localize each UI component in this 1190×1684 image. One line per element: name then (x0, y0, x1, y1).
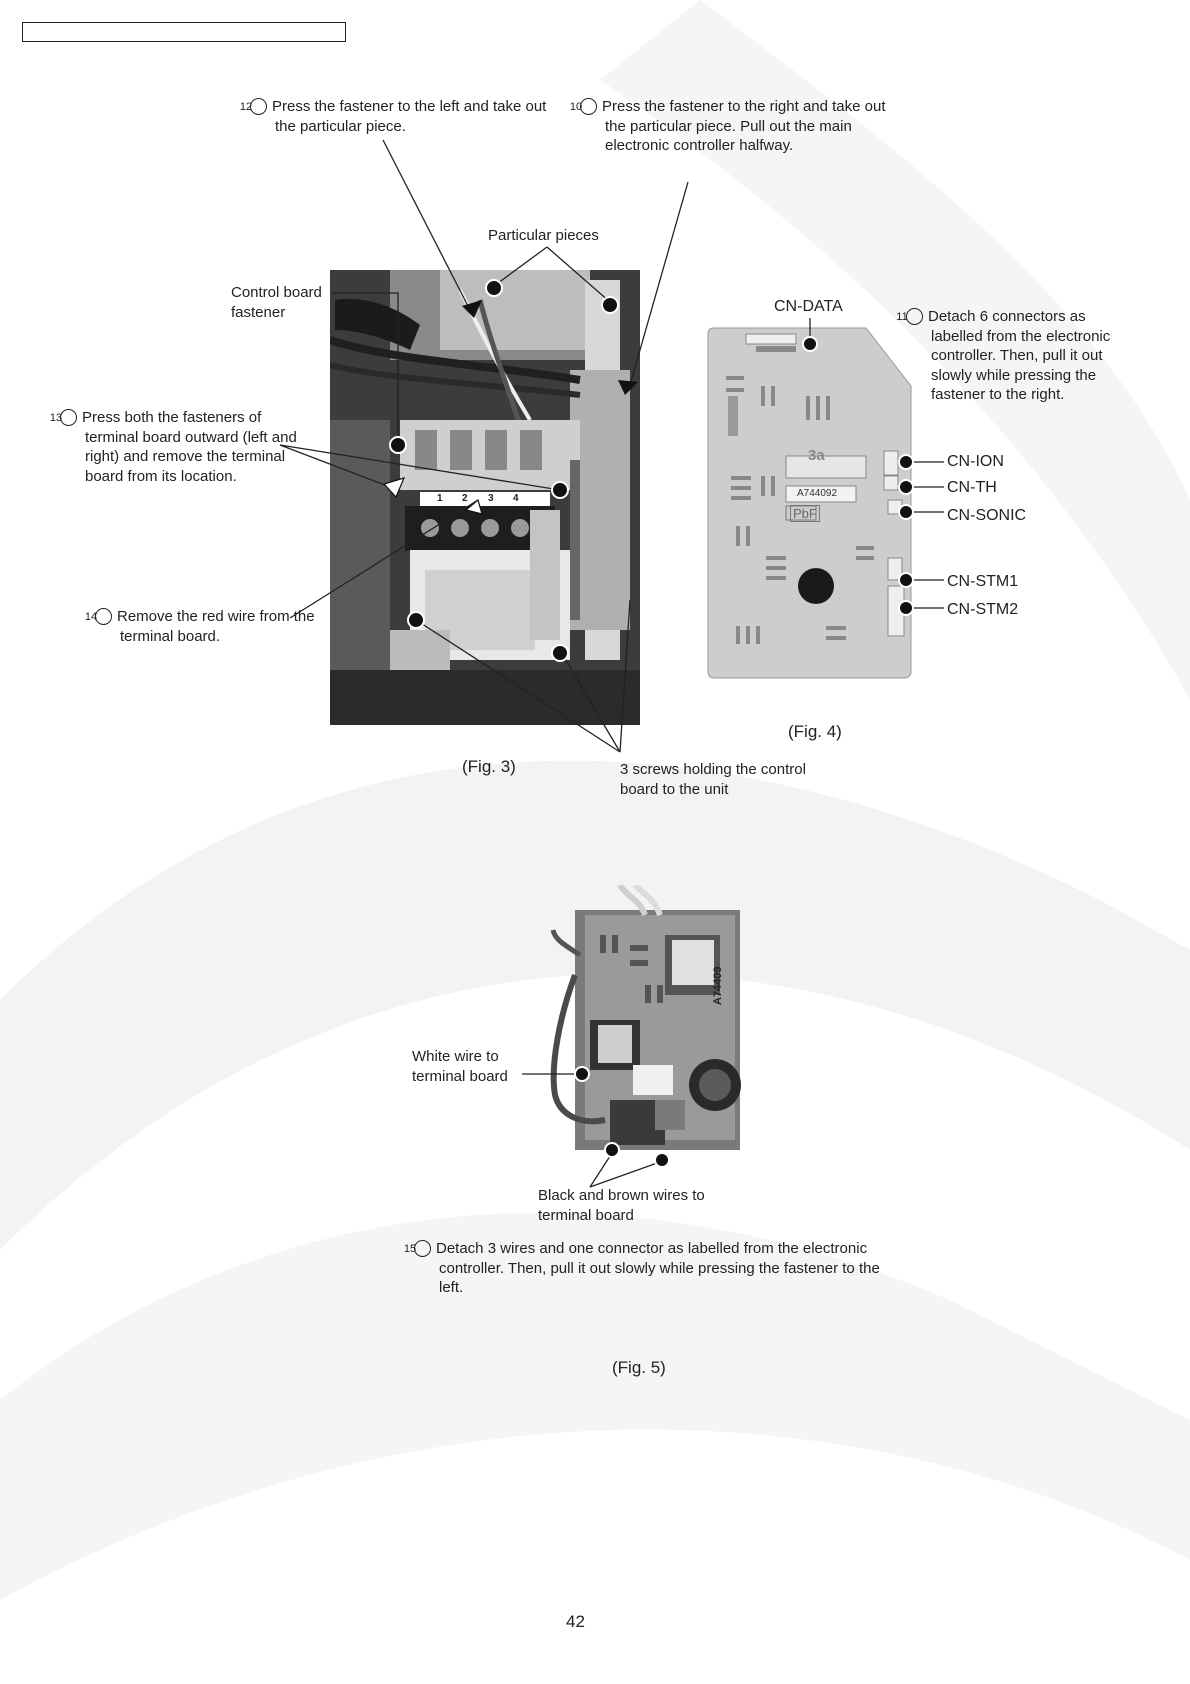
fig3-caption: (Fig. 3) (462, 757, 516, 776)
connector-label-cn-stm1: CN-STM1 (947, 573, 1019, 590)
terminal-number: 1 (437, 493, 443, 504)
terminal-number: 3 (488, 493, 494, 504)
black-brown-label: Black and brown wires to terminal board (538, 1187, 705, 1224)
fig4-caption: (Fig. 4) (788, 722, 842, 741)
callout-14-text: Remove the red wire from the terminal board. (117, 608, 315, 645)
step-number: 12 (250, 98, 267, 115)
connector-label-cn-th: CN-TH (947, 479, 997, 496)
callout-13-text: Press both the fasteners of terminal board outward (left and right) and remove the terminal board from its location. (82, 409, 297, 485)
white-wire-label: White wire to terminal board (412, 1048, 508, 1085)
callout-15 (403, 1239, 884, 1298)
connector-label-cn-ion: CN-ION (947, 453, 1004, 470)
step-number: 14 (95, 608, 112, 625)
fig5-caption: (Fig. 5) (612, 1358, 666, 1377)
callout-10-text: Press the fastener to the right and take out the particular piece. Pull out the main electronic controller halfway. (602, 98, 886, 154)
step-number: 10 (580, 98, 597, 115)
control-board-fastener-label: Control board fastener (231, 284, 322, 321)
screws-label: 3 screws holding the control board to the unit (620, 761, 806, 798)
fig5-board-mark: A74409 (712, 966, 724, 1005)
callout-11-text: Detach 6 connectors as labelled from the electronic controller. Then, pull it out slowly while pressing the fastener to the right. (928, 308, 1111, 403)
step-number: 13 (60, 409, 77, 426)
callout-12-text: Press the fastener to the left and take out the particular piece. (272, 98, 547, 135)
callout-15-text: Detach 3 wires and one connector as labelled from the electronic controller. Then, pull it out slowly while pressing the fastener to the left. (436, 1240, 880, 1296)
connector-label-cn-sonic: CN-SONIC (947, 507, 1027, 524)
board-mark-code: 3a (808, 447, 825, 464)
connector-label-cn-stm2: CN-STM2 (947, 601, 1019, 618)
board-mark-pbf: PbF (790, 505, 820, 522)
step-number: 15 (414, 1240, 431, 1257)
page-number: 42 (566, 1612, 585, 1631)
cn-data-label: CN-DATA (774, 298, 843, 315)
terminal-number: 2 (462, 493, 468, 504)
terminal-number: 4 (513, 493, 519, 504)
particular-pieces-label: Particular pieces (488, 227, 599, 244)
step-number: 11 (906, 308, 923, 325)
board-mark-part-no: A744092 (797, 488, 838, 499)
